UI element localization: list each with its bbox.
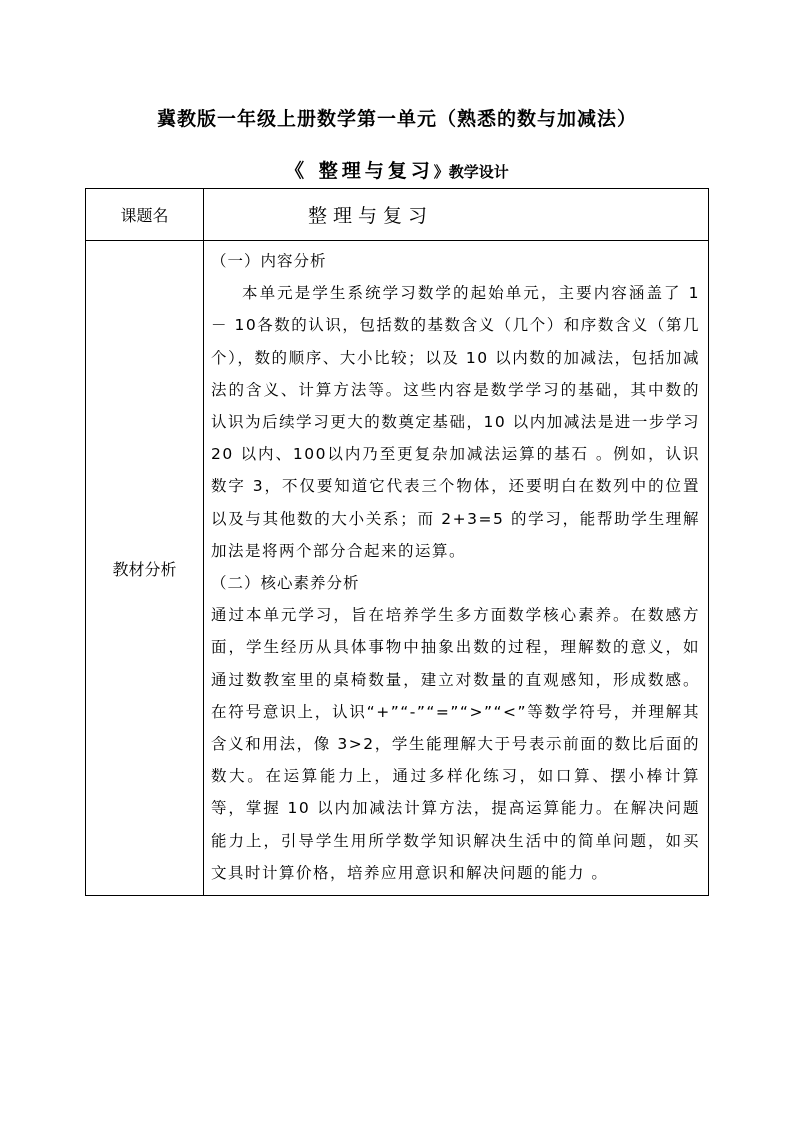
subtitle-main: 《 整理与复习 — [285, 160, 434, 182]
content-analysis-heading: （一）内容分析 — [211, 252, 327, 270]
analysis-label: 教材分析 — [86, 241, 204, 896]
lesson-design-table — [85, 188, 709, 896]
document-subtitle — [0, 156, 794, 183]
document-title: 冀教版一年级上册数学第一单元（熟悉的数与加减法） — [156, 108, 637, 130]
core-literacy-body: 通过本单元学习，旨在培养学生多方面数学核心素养。在数感方面，学生经历从具体事物中抽象出数的过程，理解数的意义，如通过数教室里的桌椅数量，建立对数量的直观感知，形成数感。在符号意识上，认识“+”“-”“=”“>”“<”等数学符号，并理解其含义和用法，像 3>2，学生能理解大于号表示前面的数比后面的数大。在运算能力上，通过多样化练习，如口算、摆小棒计算等，掌握 10 以内加减法计算方法，提高运算能力。在解决问题能力上，引导学生用所学数学知识解决生活中的简单问题，如买文具时计算价格，培养应用意识和解决问题的能力 。 — [211, 606, 700, 882]
core-literacy-heading: （二）核心素养分析 — [211, 574, 360, 593]
topic-label: 课题名 — [86, 189, 204, 241]
analysis-content — [204, 241, 709, 896]
content-analysis-body: 本单元是学生系统学习数学的起始单元，主要内容涵盖了 1 － 10各数的认识，包括数的基数含义（几个）和序数含义（第几个），数的顺序、大小比较；以及 10 以内数的加减法，包括加减法的含义、计算方法等。这些内容是数学学习的基础，其中数的认识为后续学习更大的数奠定基础，10 以内加减法是进一步学习 20 以内、100以内乃至更复杂加减法运算的基石 。例如，认识数字 3，不仅要知道它代表三个物体，还要明白在数列中的位置以及与其他数的大小关系；而 2+3=5 的学习，能帮助学生理解加法是将两个部分合起来的运算。 — [211, 284, 700, 560]
topic-value: 整理与复习 — [204, 189, 709, 241]
table-row-analysis — [86, 241, 709, 896]
table-row-topic — [86, 189, 709, 241]
subtitle-suffix: 》教学设计 — [433, 163, 509, 181]
